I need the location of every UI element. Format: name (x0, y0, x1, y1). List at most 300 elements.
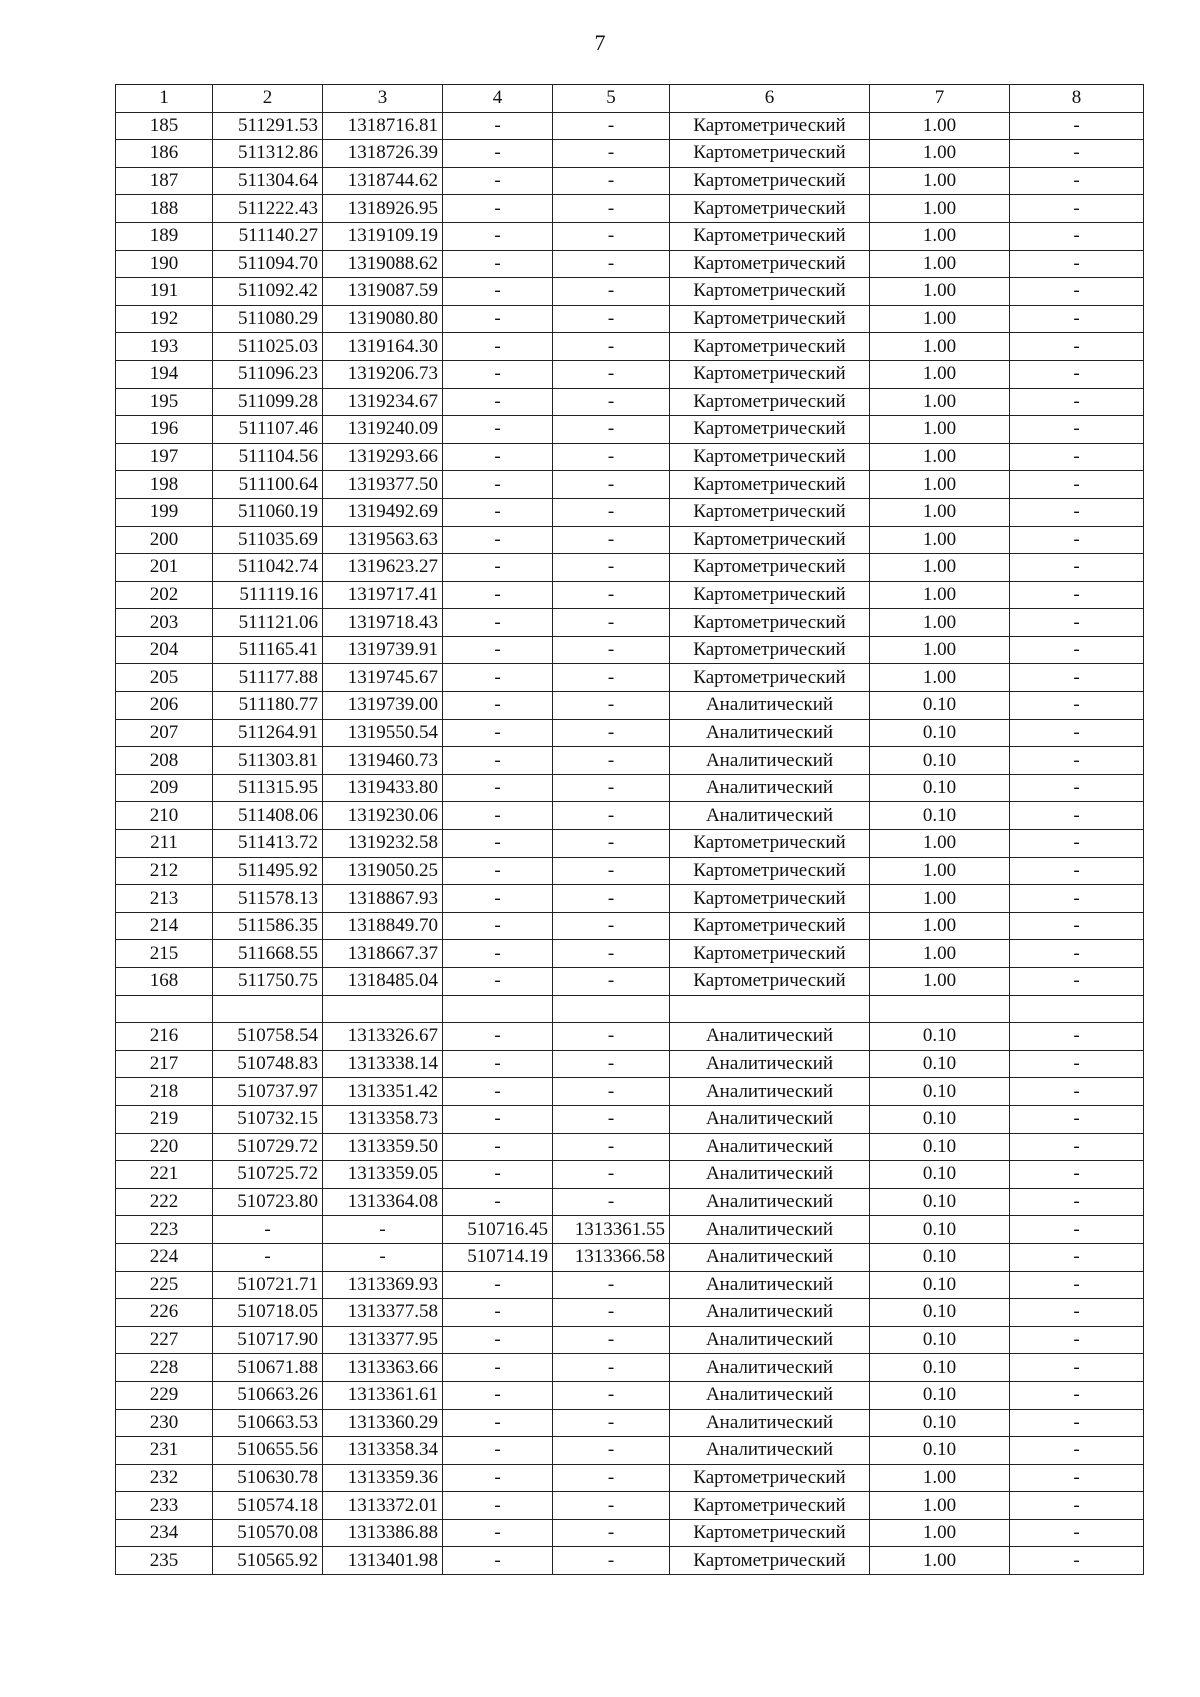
y-cell: - (323, 1216, 443, 1244)
note-cell: - (1010, 388, 1144, 416)
header-cell: 7 (870, 85, 1010, 113)
point-number-cell: 195 (116, 388, 213, 416)
table-row (116, 1023, 1144, 1051)
y-cell: 1313363.66 (323, 1354, 443, 1382)
y-cell: 1313401.98 (323, 1547, 443, 1575)
x-cell: 511668.55 (213, 940, 323, 968)
x-cell: - (213, 1216, 323, 1244)
method-cell: Картометрический (670, 1547, 870, 1575)
header-cell: 1 (116, 85, 213, 113)
y-alt-cell: - (553, 581, 670, 609)
table-row (116, 1105, 1144, 1133)
y-alt-cell: - (553, 1299, 670, 1327)
y-cell: 1313377.58 (323, 1299, 443, 1327)
x-cell: 510630.78 (213, 1464, 323, 1492)
y-alt-cell: - (553, 1464, 670, 1492)
y-cell: 1319433.80 (323, 774, 443, 802)
x-cell: 510725.72 (213, 1161, 323, 1189)
table-header-row (116, 85, 1144, 113)
note-cell: - (1010, 719, 1144, 747)
accuracy-cell: 1.00 (870, 968, 1010, 996)
x-cell: 510758.54 (213, 1023, 323, 1051)
note-cell: - (1010, 112, 1144, 140)
y-alt-cell: - (553, 830, 670, 858)
x-alt-cell: - (443, 443, 553, 471)
table-row (116, 636, 1144, 664)
accuracy-cell: 1.00 (870, 830, 1010, 858)
x-cell: 511140.27 (213, 222, 323, 250)
x-cell: 511222.43 (213, 195, 323, 223)
y-cell: 1313364.08 (323, 1188, 443, 1216)
method-cell: Картометрический (670, 416, 870, 444)
point-number-cell: 214 (116, 912, 213, 940)
accuracy-cell: 1.00 (870, 167, 1010, 195)
accuracy-cell: 1.00 (870, 222, 1010, 250)
accuracy-cell: 1.00 (870, 333, 1010, 361)
y-alt-cell: - (553, 940, 670, 968)
method-cell: Картометрический (670, 885, 870, 913)
table-row (116, 1050, 1144, 1078)
method-cell: Картометрический (670, 581, 870, 609)
accuracy-cell: 1.00 (870, 140, 1010, 168)
point-number-cell: 220 (116, 1133, 213, 1161)
table-row (116, 112, 1144, 140)
x-alt-cell: - (443, 912, 553, 940)
table-row (116, 416, 1144, 444)
y-alt-cell: - (553, 609, 670, 637)
method-cell: Аналитический (670, 1216, 870, 1244)
method-cell: Картометрический (670, 305, 870, 333)
point-number-cell: 235 (116, 1547, 213, 1575)
x-alt-cell: - (443, 471, 553, 499)
accuracy-cell: 0.10 (870, 747, 1010, 775)
x-alt-cell: - (443, 1354, 553, 1382)
note-cell: - (1010, 443, 1144, 471)
point-number-cell: 209 (116, 774, 213, 802)
y-alt-cell: - (553, 636, 670, 664)
table-row (116, 554, 1144, 582)
y-alt-cell: - (553, 250, 670, 278)
x-cell (213, 995, 323, 1023)
x-cell: 511303.81 (213, 747, 323, 775)
note-cell: - (1010, 1133, 1144, 1161)
x-cell: 511304.64 (213, 167, 323, 195)
accuracy-cell: 0.10 (870, 1354, 1010, 1382)
y-alt-cell: - (553, 692, 670, 720)
point-number-cell: 205 (116, 664, 213, 692)
method-cell: Аналитический (670, 1105, 870, 1133)
note-cell: - (1010, 554, 1144, 582)
method-cell: Аналитический (670, 1133, 870, 1161)
accuracy-cell: 1.00 (870, 526, 1010, 554)
x-alt-cell: - (443, 416, 553, 444)
y-alt-cell: - (553, 222, 670, 250)
x-cell: 510570.08 (213, 1519, 323, 1547)
x-alt-cell: - (443, 554, 553, 582)
x-cell: 511578.13 (213, 885, 323, 913)
y-cell: 1319164.30 (323, 333, 443, 361)
accuracy-cell: 1.00 (870, 278, 1010, 306)
y-cell: 1319230.06 (323, 802, 443, 830)
table-row (116, 1409, 1144, 1437)
point-number-cell: 223 (116, 1216, 213, 1244)
accuracy-cell: 0.10 (870, 1326, 1010, 1354)
x-alt-cell: - (443, 857, 553, 885)
y-alt-cell: - (553, 1354, 670, 1382)
x-cell: 511177.88 (213, 664, 323, 692)
note-cell: - (1010, 195, 1144, 223)
x-alt-cell: - (443, 167, 553, 195)
y-cell: 1319377.50 (323, 471, 443, 499)
y-cell: - (323, 1243, 443, 1271)
note-cell: - (1010, 498, 1144, 526)
table-row (116, 278, 1144, 306)
accuracy-cell: 0.10 (870, 1161, 1010, 1189)
table-row (116, 305, 1144, 333)
method-cell: Аналитический (670, 1326, 870, 1354)
x-cell: 511750.75 (213, 968, 323, 996)
table-row (116, 360, 1144, 388)
x-alt-cell: - (443, 1547, 553, 1575)
table-row (116, 719, 1144, 747)
method-cell: Аналитический (670, 747, 870, 775)
x-alt-cell: - (443, 1050, 553, 1078)
x-alt-cell: - (443, 1437, 553, 1465)
point-number-cell: 222 (116, 1188, 213, 1216)
x-alt-cell: 510714.19 (443, 1243, 553, 1271)
point-number-cell: 217 (116, 1050, 213, 1078)
note-cell: - (1010, 305, 1144, 333)
x-alt-cell: - (443, 1133, 553, 1161)
accuracy-cell: 0.10 (870, 692, 1010, 720)
method-cell: Картометрический (670, 857, 870, 885)
y-alt-cell: - (553, 333, 670, 361)
table-row (116, 802, 1144, 830)
table-row (116, 664, 1144, 692)
point-number-cell: 168 (116, 968, 213, 996)
y-cell: 1319739.00 (323, 692, 443, 720)
note-cell: - (1010, 968, 1144, 996)
method-cell: Картометрический (670, 250, 870, 278)
point-number-cell: 225 (116, 1271, 213, 1299)
method-cell: Аналитический (670, 1271, 870, 1299)
x-cell: 511315.95 (213, 774, 323, 802)
y-cell: 1319050.25 (323, 857, 443, 885)
note-cell: - (1010, 664, 1144, 692)
note-cell: - (1010, 857, 1144, 885)
point-number-cell: 210 (116, 802, 213, 830)
table-row (116, 333, 1144, 361)
x-alt-cell: - (443, 581, 553, 609)
x-alt-cell: - (443, 1492, 553, 1520)
method-cell: Картометрический (670, 1464, 870, 1492)
accuracy-cell: 1.00 (870, 636, 1010, 664)
table-row (116, 167, 1144, 195)
method-cell: Картометрический (670, 167, 870, 195)
y-alt-cell: - (553, 112, 670, 140)
accuracy-cell: 1.00 (870, 581, 1010, 609)
y-cell: 1319718.43 (323, 609, 443, 637)
y-cell: 1318485.04 (323, 968, 443, 996)
x-cell: 511180.77 (213, 692, 323, 720)
x-alt-cell: - (443, 526, 553, 554)
table-row (116, 1326, 1144, 1354)
x-cell: 511104.56 (213, 443, 323, 471)
point-number-cell: 192 (116, 305, 213, 333)
y-alt-cell: - (553, 195, 670, 223)
y-cell: 1319739.91 (323, 636, 443, 664)
x-cell: - (213, 1243, 323, 1271)
table-row (116, 581, 1144, 609)
y-cell: 1313358.34 (323, 1437, 443, 1465)
method-cell: Аналитический (670, 719, 870, 747)
y-alt-cell: - (553, 857, 670, 885)
table-row (116, 471, 1144, 499)
y-alt-cell: - (553, 1133, 670, 1161)
y-alt-cell: - (553, 278, 670, 306)
x-cell: 510718.05 (213, 1299, 323, 1327)
accuracy-cell: 0.10 (870, 1078, 1010, 1106)
note-cell: - (1010, 940, 1144, 968)
method-cell: Картометрический (670, 912, 870, 940)
method-cell: Картометрический (670, 112, 870, 140)
x-cell: 511100.64 (213, 471, 323, 499)
table-row (116, 1299, 1144, 1327)
y-cell: 1318926.95 (323, 195, 443, 223)
table-row (116, 830, 1144, 858)
table-row (116, 1464, 1144, 1492)
point-number-cell: 187 (116, 167, 213, 195)
method-cell: Аналитический (670, 692, 870, 720)
y-alt-cell: - (553, 719, 670, 747)
x-alt-cell: - (443, 1188, 553, 1216)
x-cell: 511096.23 (213, 360, 323, 388)
y-cell: 1318867.93 (323, 885, 443, 913)
x-cell: 510748.83 (213, 1050, 323, 1078)
x-cell: 511413.72 (213, 830, 323, 858)
accuracy-cell: 0.10 (870, 1216, 1010, 1244)
y-alt-cell: - (553, 885, 670, 913)
note-cell: - (1010, 1409, 1144, 1437)
accuracy-cell: 1.00 (870, 443, 1010, 471)
point-number-cell: 199 (116, 498, 213, 526)
x-alt-cell: - (443, 885, 553, 913)
header-cell: 2 (213, 85, 323, 113)
x-cell: 511035.69 (213, 526, 323, 554)
accuracy-cell: 1.00 (870, 554, 1010, 582)
point-number-cell: 204 (116, 636, 213, 664)
y-cell: 1313377.95 (323, 1326, 443, 1354)
y-cell: 1319080.80 (323, 305, 443, 333)
y-alt-cell: - (553, 802, 670, 830)
y-alt-cell: - (553, 774, 670, 802)
method-cell: Картометрический (670, 443, 870, 471)
note-cell: - (1010, 1216, 1144, 1244)
note-cell: - (1010, 912, 1144, 940)
x-cell: 510663.53 (213, 1409, 323, 1437)
x-alt-cell: - (443, 802, 553, 830)
table-row (116, 222, 1144, 250)
x-alt-cell: - (443, 1078, 553, 1106)
x-cell: 511165.41 (213, 636, 323, 664)
y-alt-cell: - (553, 305, 670, 333)
point-number-cell: 186 (116, 140, 213, 168)
y-alt-cell: - (553, 912, 670, 940)
accuracy-cell: 1.00 (870, 360, 1010, 388)
table-row (116, 1271, 1144, 1299)
note-cell: - (1010, 1105, 1144, 1133)
method-cell: Картометрический (670, 1492, 870, 1520)
y-cell: 1318744.62 (323, 167, 443, 195)
method-cell: Картометрический (670, 554, 870, 582)
accuracy-cell: 1.00 (870, 912, 1010, 940)
header-cell: 5 (553, 85, 670, 113)
note-cell: - (1010, 1464, 1144, 1492)
point-number-cell: 197 (116, 443, 213, 471)
x-alt-cell: - (443, 609, 553, 637)
y-alt-cell: - (553, 968, 670, 996)
y-cell: 1319293.66 (323, 443, 443, 471)
accuracy-cell: 0.10 (870, 1133, 1010, 1161)
x-cell: 510729.72 (213, 1133, 323, 1161)
y-alt-cell: 1313361.55 (553, 1216, 670, 1244)
y-alt-cell: - (553, 1050, 670, 1078)
table-row (116, 1188, 1144, 1216)
y-alt-cell (553, 995, 670, 1023)
x-alt-cell: - (443, 719, 553, 747)
method-cell: Аналитический (670, 1437, 870, 1465)
accuracy-cell: 0.10 (870, 1188, 1010, 1216)
accuracy-cell: 0.10 (870, 1050, 1010, 1078)
y-cell: 1318716.81 (323, 112, 443, 140)
x-cell: 511042.74 (213, 554, 323, 582)
method-cell: Картометрический (670, 664, 870, 692)
x-alt-cell: - (443, 1271, 553, 1299)
x-cell: 511291.53 (213, 112, 323, 140)
y-alt-cell: - (553, 498, 670, 526)
point-number-cell: 208 (116, 747, 213, 775)
table-row (116, 1492, 1144, 1520)
x-alt-cell: - (443, 692, 553, 720)
method-cell: Аналитический (670, 802, 870, 830)
accuracy-cell: 1.00 (870, 416, 1010, 444)
y-cell: 1313361.61 (323, 1381, 443, 1409)
table-row (116, 1381, 1144, 1409)
note-cell: - (1010, 1381, 1144, 1409)
x-cell: 510671.88 (213, 1354, 323, 1382)
x-cell: 510574.18 (213, 1492, 323, 1520)
y-cell: 1319550.54 (323, 719, 443, 747)
method-cell: Аналитический (670, 1299, 870, 1327)
method-cell: Картометрический (670, 609, 870, 637)
x-alt-cell: - (443, 140, 553, 168)
note-cell: - (1010, 167, 1144, 195)
y-cell: 1319563.63 (323, 526, 443, 554)
x-cell: 511099.28 (213, 388, 323, 416)
y-cell: 1319088.62 (323, 250, 443, 278)
y-cell: 1319492.69 (323, 498, 443, 526)
y-cell: 1319240.09 (323, 416, 443, 444)
accuracy-cell: 1.00 (870, 250, 1010, 278)
method-cell: Картометрический (670, 388, 870, 416)
point-number-cell: 191 (116, 278, 213, 306)
method-cell: Аналитический (670, 1188, 870, 1216)
note-cell: - (1010, 1299, 1144, 1327)
y-cell: 1313359.05 (323, 1161, 443, 1189)
method-cell: Аналитический (670, 1078, 870, 1106)
accuracy-cell: 1.00 (870, 498, 1010, 526)
y-alt-cell: - (553, 1023, 670, 1051)
point-number-cell: 194 (116, 360, 213, 388)
y-alt-cell: - (553, 1381, 670, 1409)
note-cell: - (1010, 1437, 1144, 1465)
y-cell: 1319623.27 (323, 554, 443, 582)
x-alt-cell: 510716.45 (443, 1216, 553, 1244)
y-alt-cell: - (553, 1492, 670, 1520)
table-row (116, 857, 1144, 885)
method-cell (670, 995, 870, 1023)
y-cell: 1313338.14 (323, 1050, 443, 1078)
accuracy-cell: 0.10 (870, 1409, 1010, 1437)
y-cell: 1319234.67 (323, 388, 443, 416)
point-number-cell: 190 (116, 250, 213, 278)
y-alt-cell: - (553, 526, 670, 554)
method-cell: Картометрический (670, 333, 870, 361)
x-cell: 511119.16 (213, 581, 323, 609)
x-cell: 511121.06 (213, 609, 323, 637)
table-row (116, 1133, 1144, 1161)
method-cell: Аналитический (670, 1023, 870, 1051)
x-alt-cell: - (443, 195, 553, 223)
method-cell: Картометрический (670, 1519, 870, 1547)
x-cell: 510732.15 (213, 1105, 323, 1133)
note-cell: - (1010, 1161, 1144, 1189)
note-cell: - (1010, 526, 1144, 554)
point-number-cell: 213 (116, 885, 213, 913)
x-cell: 511094.70 (213, 250, 323, 278)
table-row (116, 140, 1144, 168)
y-alt-cell: - (553, 140, 670, 168)
note-cell: - (1010, 802, 1144, 830)
point-number-cell: 200 (116, 526, 213, 554)
accuracy-cell: 1.00 (870, 609, 1010, 637)
point-number-cell: 229 (116, 1381, 213, 1409)
x-cell: 511264.91 (213, 719, 323, 747)
table-row (116, 1354, 1144, 1382)
note-cell: - (1010, 1243, 1144, 1271)
method-cell: Картометрический (670, 636, 870, 664)
point-number-cell: 226 (116, 1299, 213, 1327)
note-cell: - (1010, 1078, 1144, 1106)
y-alt-cell: - (553, 1326, 670, 1354)
accuracy-cell: 1.00 (870, 664, 1010, 692)
y-cell (323, 995, 443, 1023)
x-alt-cell: - (443, 1519, 553, 1547)
x-cell: 510723.80 (213, 1188, 323, 1216)
accuracy-cell (870, 995, 1010, 1023)
y-alt-cell: - (553, 360, 670, 388)
x-cell: 510717.90 (213, 1326, 323, 1354)
header-cell: 4 (443, 85, 553, 113)
x-alt-cell: - (443, 1161, 553, 1189)
accuracy-cell: 0.10 (870, 1381, 1010, 1409)
table-row (116, 609, 1144, 637)
method-cell: Картометрический (670, 940, 870, 968)
point-number-cell: 196 (116, 416, 213, 444)
x-alt-cell: - (443, 222, 553, 250)
method-cell: Аналитический (670, 1354, 870, 1382)
y-alt-cell: - (553, 1437, 670, 1465)
